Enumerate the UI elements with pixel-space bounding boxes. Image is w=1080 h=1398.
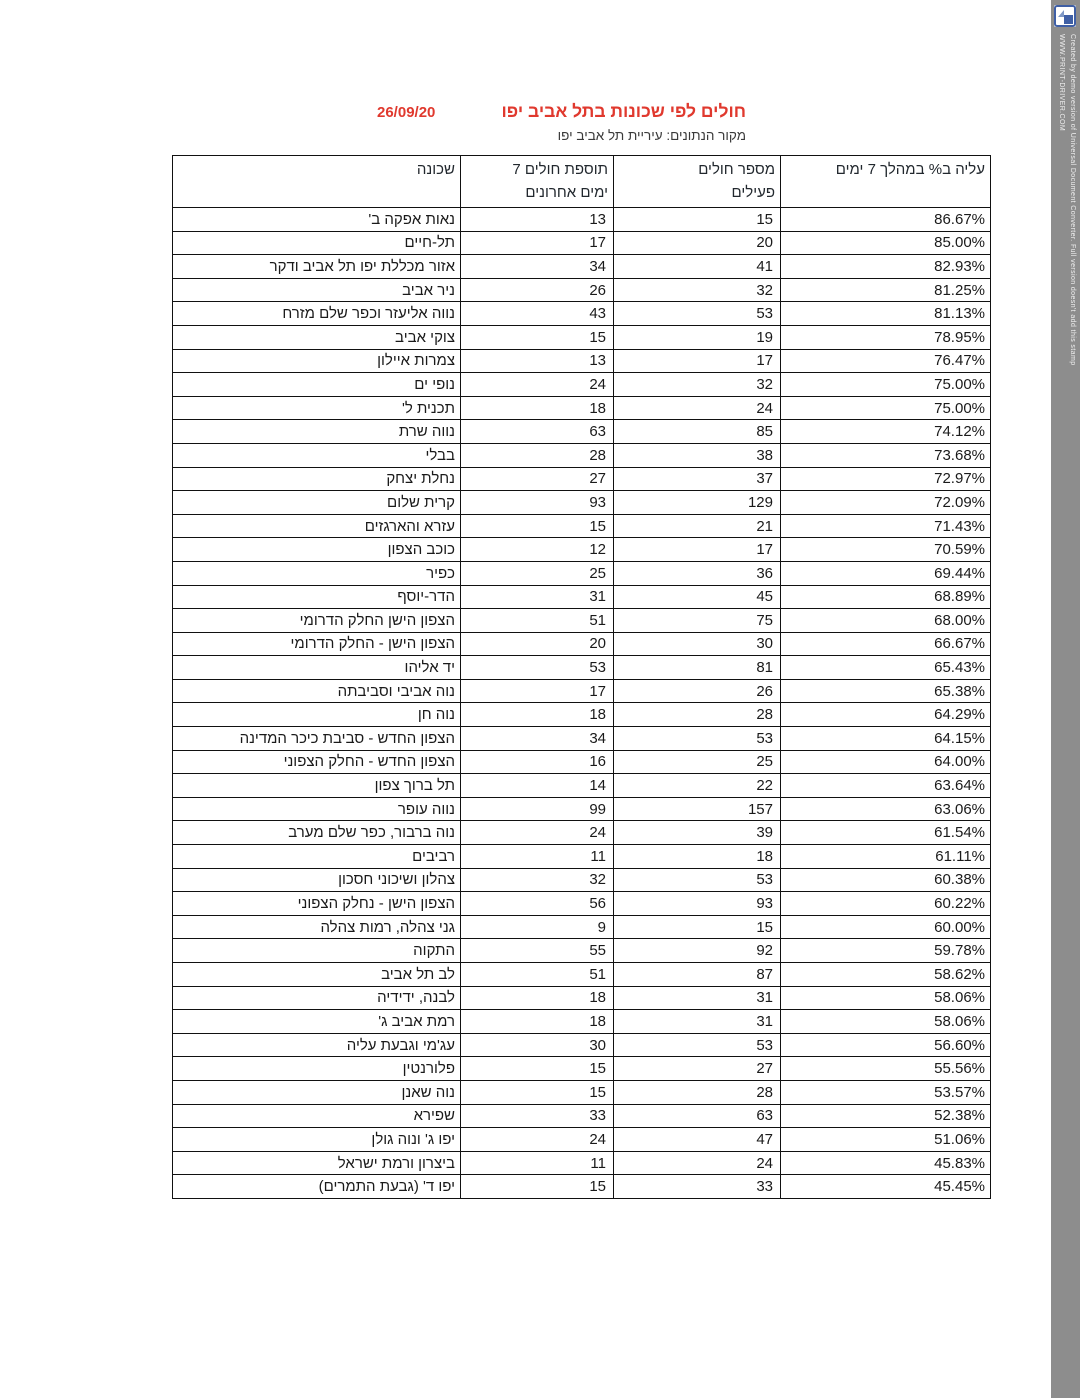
- pct-rise-cell: 58.06%: [781, 986, 991, 1010]
- neighborhood-cell: הצפון הישן החלק הדרומי: [173, 609, 461, 633]
- active-cases-cell: 32: [614, 278, 781, 302]
- table-row: [173, 1033, 991, 1057]
- neighborhood-cell: הדר-יוסף: [173, 585, 461, 609]
- pct-rise-cell: 81.13%: [781, 302, 991, 326]
- active-cases-cell: 45: [614, 585, 781, 609]
- neighborhood-cell: התקוה: [173, 939, 461, 963]
- active-cases-cell: 32: [614, 373, 781, 397]
- active-cases-cell: 31: [614, 986, 781, 1010]
- neighborhood-cell: נוה חן: [173, 703, 461, 727]
- added-7d-cell: 24: [461, 1128, 614, 1152]
- pct-rise-cell: 72.09%: [781, 491, 991, 515]
- table-row: [173, 420, 991, 444]
- pct-rise-cell: 81.25%: [781, 278, 991, 302]
- added-7d-cell: 14: [461, 774, 614, 798]
- pct-rise-cell: 61.11%: [781, 845, 991, 869]
- neighborhood-cell: יפו ד' (גבעת התמרים): [173, 1175, 461, 1199]
- pct-rise-cell: 52.38%: [781, 1104, 991, 1128]
- added-7d-cell: 34: [461, 727, 614, 751]
- active-cases-cell: 63: [614, 1104, 781, 1128]
- pct-rise-cell: 64.15%: [781, 727, 991, 751]
- neighborhood-cell: רביבים: [173, 845, 461, 869]
- table-row: [173, 1080, 991, 1104]
- active-cases-cell: 24: [614, 1151, 781, 1175]
- table-row: [173, 1128, 991, 1152]
- table-row: [173, 1151, 991, 1175]
- added-7d-cell: 18: [461, 396, 614, 420]
- col-header-line: שכונה: [416, 161, 455, 178]
- table-row: [173, 1175, 991, 1199]
- neighborhood-cell: נוה שאנן: [173, 1080, 461, 1104]
- pct-rise-cell: 78.95%: [781, 325, 991, 349]
- added-7d-cell: 15: [461, 1175, 614, 1199]
- converter-logo-icon: [1054, 5, 1076, 27]
- col-header-line: תוספת חולים 7: [512, 161, 608, 178]
- added-7d-cell: 9: [461, 915, 614, 939]
- table-row: [173, 302, 991, 326]
- pct-rise-cell: 76.47%: [781, 349, 991, 373]
- added-7d-cell: 15: [461, 1080, 614, 1104]
- added-7d-cell: 63: [461, 420, 614, 444]
- neighborhood-cell: עג'מי וגבעת עליה: [173, 1033, 461, 1057]
- added-7d-cell: 12: [461, 538, 614, 562]
- pct-rise-cell: 58.62%: [781, 963, 991, 987]
- pct-rise-cell: 45.45%: [781, 1175, 991, 1199]
- active-cases-cell: 39: [614, 821, 781, 845]
- neighborhood-cell: כוכב הצפון: [173, 538, 461, 562]
- added-7d-cell: 28: [461, 443, 614, 467]
- active-cases-cell: 53: [614, 727, 781, 751]
- pct-rise-cell: 60.22%: [781, 892, 991, 916]
- pct-rise-cell: 68.00%: [781, 609, 991, 633]
- neighborhood-cell: ניר אביב: [173, 278, 461, 302]
- neighborhood-cell: נווה עופר: [173, 797, 461, 821]
- table-row: [173, 585, 991, 609]
- table-row: [173, 727, 991, 751]
- col-header-line: ימים אחרונים: [525, 184, 608, 202]
- neighborhood-cell: נופי ים: [173, 373, 461, 397]
- table-row: [173, 1104, 991, 1128]
- added-7d-cell: 13: [461, 349, 614, 373]
- neighborhood-cell: יפו ג' ונוה גולן: [173, 1128, 461, 1152]
- pct-rise-cell: 61.54%: [781, 821, 991, 845]
- active-cases-cell: 24: [614, 396, 781, 420]
- col-header-added-7d: [461, 156, 614, 208]
- active-cases-cell: 38: [614, 443, 781, 467]
- table-row: [173, 467, 991, 491]
- pct-rise-cell: 65.43%: [781, 656, 991, 680]
- table-row: [173, 750, 991, 774]
- added-7d-cell: 26: [461, 278, 614, 302]
- added-7d-cell: 20: [461, 632, 614, 656]
- active-cases-cell: 21: [614, 514, 781, 538]
- neighborhood-cell: פלורנטין: [173, 1057, 461, 1081]
- added-7d-cell: 31: [461, 585, 614, 609]
- table-row: [173, 396, 991, 420]
- pct-rise-cell: 69.44%: [781, 561, 991, 585]
- active-cases-cell: 53: [614, 1033, 781, 1057]
- pct-rise-cell: 74.12%: [781, 420, 991, 444]
- table-row: [173, 609, 991, 633]
- pct-rise-cell: 60.38%: [781, 868, 991, 892]
- neighborhood-cell: תל ברוך צפון: [173, 774, 461, 798]
- table-row: [173, 1057, 991, 1081]
- data-source-line: מקור הנתונים: עיריית תל אביב יפו: [557, 128, 746, 143]
- table-row: [173, 278, 991, 302]
- active-cases-cell: 53: [614, 302, 781, 326]
- added-7d-cell: 53: [461, 656, 614, 680]
- active-cases-cell: 15: [614, 208, 781, 232]
- neighborhood-cell: קרית שלום: [173, 491, 461, 515]
- active-cases-cell: 75: [614, 609, 781, 633]
- added-7d-cell: 18: [461, 703, 614, 727]
- watermark-line-1: Created by demo version of Universal Document Converter. Full version doesn't add this stamp: [1069, 34, 1076, 366]
- pct-rise-cell: 73.68%: [781, 443, 991, 467]
- table-row: [173, 774, 991, 798]
- table-body: [173, 208, 991, 1199]
- pct-rise-cell: 51.06%: [781, 1128, 991, 1152]
- neighborhood-cell: רמת אביב ג': [173, 1010, 461, 1034]
- table-header-row: [173, 156, 991, 208]
- neighborhood-table-container: [172, 155, 991, 1199]
- table-row: [173, 868, 991, 892]
- neighborhood-cell: ביצרון ורמת ישראל: [173, 1151, 461, 1175]
- added-7d-cell: 34: [461, 255, 614, 279]
- active-cases-cell: 18: [614, 845, 781, 869]
- active-cases-cell: 81: [614, 656, 781, 680]
- active-cases-cell: 20: [614, 231, 781, 255]
- neighborhood-cell: הצפון הישן - נחלק הצפוני: [173, 892, 461, 916]
- table-row: [173, 538, 991, 562]
- table-row: [173, 915, 991, 939]
- neighborhood-cell: תכנית ל': [173, 396, 461, 420]
- added-7d-cell: 15: [461, 325, 614, 349]
- added-7d-cell: 27: [461, 467, 614, 491]
- pct-rise-cell: 45.83%: [781, 1151, 991, 1175]
- table-row: [173, 373, 991, 397]
- pct-rise-cell: 86.67%: [781, 208, 991, 232]
- added-7d-cell: 17: [461, 679, 614, 703]
- added-7d-cell: 99: [461, 797, 614, 821]
- table-row: [173, 845, 991, 869]
- pct-rise-cell: 63.64%: [781, 774, 991, 798]
- added-7d-cell: 51: [461, 609, 614, 633]
- added-7d-cell: 56: [461, 892, 614, 916]
- active-cases-cell: 31: [614, 1010, 781, 1034]
- table-row: [173, 963, 991, 987]
- table-row: [173, 443, 991, 467]
- active-cases-cell: 27: [614, 1057, 781, 1081]
- table-row: [173, 231, 991, 255]
- table-row: [173, 821, 991, 845]
- active-cases-cell: 25: [614, 750, 781, 774]
- added-7d-cell: 18: [461, 1010, 614, 1034]
- active-cases-cell: 92: [614, 939, 781, 963]
- added-7d-cell: 17: [461, 231, 614, 255]
- active-cases-cell: 36: [614, 561, 781, 585]
- table-row: [173, 325, 991, 349]
- active-cases-cell: 22: [614, 774, 781, 798]
- added-7d-cell: 15: [461, 514, 614, 538]
- added-7d-cell: 18: [461, 986, 614, 1010]
- col-header-line: מספר חולים: [698, 161, 775, 178]
- report-date: 26/09/20: [377, 104, 436, 121]
- pct-rise-cell: 72.97%: [781, 467, 991, 491]
- table-row: [173, 703, 991, 727]
- table-row: [173, 939, 991, 963]
- neighborhood-cell: בבלי: [173, 443, 461, 467]
- pct-rise-cell: 53.57%: [781, 1080, 991, 1104]
- table-row: [173, 208, 991, 232]
- pct-rise-cell: 82.93%: [781, 255, 991, 279]
- pct-rise-cell: 65.38%: [781, 679, 991, 703]
- added-7d-cell: 11: [461, 1151, 614, 1175]
- pct-rise-cell: 56.60%: [781, 1033, 991, 1057]
- pct-rise-cell: 66.67%: [781, 632, 991, 656]
- neighborhood-cell: אזור מכללת יפו תל אביב ודקר: [173, 255, 461, 279]
- pct-rise-cell: 63.06%: [781, 797, 991, 821]
- neighborhood-table: [172, 155, 991, 1199]
- pct-rise-cell: 68.89%: [781, 585, 991, 609]
- table-row: [173, 255, 991, 279]
- neighborhood-cell: עזרא והארגזים: [173, 514, 461, 538]
- neighborhood-cell: שפירא: [173, 1104, 461, 1128]
- active-cases-cell: 15: [614, 915, 781, 939]
- active-cases-cell: 28: [614, 1080, 781, 1104]
- col-header-neighborhood: [173, 156, 461, 208]
- active-cases-cell: 17: [614, 349, 781, 373]
- neighborhood-cell: נחלת יצחק: [173, 467, 461, 491]
- neighborhood-cell: כפיר: [173, 561, 461, 585]
- neighborhood-cell: צהלון ושיכוני חסכון: [173, 868, 461, 892]
- added-7d-cell: 55: [461, 939, 614, 963]
- active-cases-cell: 17: [614, 538, 781, 562]
- active-cases-cell: 87: [614, 963, 781, 987]
- added-7d-cell: 15: [461, 1057, 614, 1081]
- added-7d-cell: 13: [461, 208, 614, 232]
- pct-rise-cell: 85.00%: [781, 231, 991, 255]
- table-row: [173, 1010, 991, 1034]
- neighborhood-cell: נווה שרת: [173, 420, 461, 444]
- table-row: [173, 656, 991, 680]
- active-cases-cell: 85: [614, 420, 781, 444]
- added-7d-cell: 16: [461, 750, 614, 774]
- table-row: [173, 349, 991, 373]
- neighborhood-cell: לב תל אביב: [173, 963, 461, 987]
- neighborhood-cell: צוקי אביב: [173, 325, 461, 349]
- added-7d-cell: 25: [461, 561, 614, 585]
- watermark-bar: [1051, 0, 1080, 1398]
- pct-rise-cell: 71.43%: [781, 514, 991, 538]
- active-cases-cell: 19: [614, 325, 781, 349]
- active-cases-cell: 26: [614, 679, 781, 703]
- table-row: [173, 797, 991, 821]
- col-header-line: פעילים: [731, 184, 775, 202]
- pct-rise-cell: 59.78%: [781, 939, 991, 963]
- neighborhood-cell: לבנה, ידידיה: [173, 986, 461, 1010]
- neighborhood-cell: נווה אליעזר וכפר שלם מזרח: [173, 302, 461, 326]
- col-header-line: עליה ב% במהלך 7 ימים: [835, 161, 985, 178]
- active-cases-cell: 28: [614, 703, 781, 727]
- active-cases-cell: 47: [614, 1128, 781, 1152]
- neighborhood-cell: גני צהלה, רמות צהלה: [173, 915, 461, 939]
- active-cases-cell: 93: [614, 892, 781, 916]
- pct-rise-cell: 64.00%: [781, 750, 991, 774]
- table-row: [173, 561, 991, 585]
- page-title: חולים לפי שכונות בתל אביב יפו: [501, 101, 746, 121]
- pct-rise-cell: 58.06%: [781, 1010, 991, 1034]
- pct-rise-cell: 75.00%: [781, 396, 991, 420]
- table-row: [173, 679, 991, 703]
- added-7d-cell: 32: [461, 868, 614, 892]
- neighborhood-cell: צמרות איילון: [173, 349, 461, 373]
- active-cases-cell: 53: [614, 868, 781, 892]
- neighborhood-cell: נאות אפקה ב': [173, 208, 461, 232]
- neighborhood-cell: תל-חיים: [173, 231, 461, 255]
- added-7d-cell: 11: [461, 845, 614, 869]
- active-cases-cell: 33: [614, 1175, 781, 1199]
- added-7d-cell: 33: [461, 1104, 614, 1128]
- neighborhood-cell: יד אליהו: [173, 656, 461, 680]
- pct-rise-cell: 60.00%: [781, 915, 991, 939]
- neighborhood-cell: נוה ברבור, כפר שלם מערב: [173, 821, 461, 845]
- neighborhood-cell: נוה אביבי וסביבתה: [173, 679, 461, 703]
- neighborhood-cell: הצפון החדש - סביבת כיכר המדינה: [173, 727, 461, 751]
- neighborhood-cell: הצפון הישן - החלק הדרומי: [173, 632, 461, 656]
- table-row: [173, 491, 991, 515]
- active-cases-cell: 41: [614, 255, 781, 279]
- col-header-pct-rise: [781, 156, 991, 208]
- added-7d-cell: 93: [461, 491, 614, 515]
- added-7d-cell: 24: [461, 373, 614, 397]
- added-7d-cell: 24: [461, 821, 614, 845]
- pct-rise-cell: 75.00%: [781, 373, 991, 397]
- added-7d-cell: 43: [461, 302, 614, 326]
- table-row: [173, 632, 991, 656]
- active-cases-cell: 129: [614, 491, 781, 515]
- active-cases-cell: 37: [614, 467, 781, 491]
- table-row: [173, 892, 991, 916]
- added-7d-cell: 51: [461, 963, 614, 987]
- active-cases-cell: 30: [614, 632, 781, 656]
- watermark-text: [1056, 34, 1078, 1374]
- table-row: [173, 514, 991, 538]
- pct-rise-cell: 64.29%: [781, 703, 991, 727]
- added-7d-cell: 30: [461, 1033, 614, 1057]
- pct-rise-cell: 70.59%: [781, 538, 991, 562]
- active-cases-cell: 157: [614, 797, 781, 821]
- neighborhood-cell: הצפון החדש - החלק הצפוני: [173, 750, 461, 774]
- col-header-active-cases: [614, 156, 781, 208]
- table-row: [173, 986, 991, 1010]
- pct-rise-cell: 55.56%: [781, 1057, 991, 1081]
- watermark-line-2: WWW.PRINT-DRIVER.COM: [1058, 34, 1065, 132]
